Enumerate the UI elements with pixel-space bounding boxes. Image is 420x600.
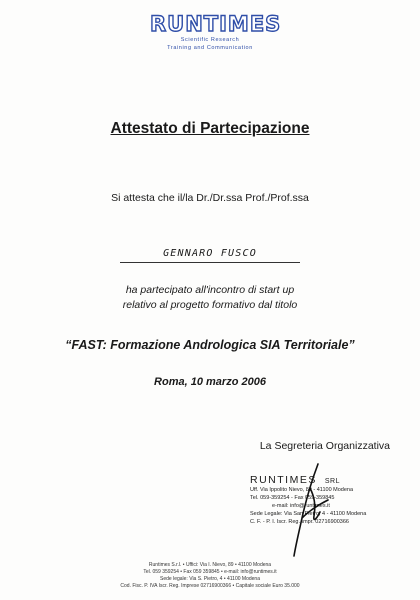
footer-line-3: Sede legale: Via S. Pietro, 4 • 41100 Modena — [160, 576, 260, 582]
stamp-line-1: Uff. Via Ippolito Nievo, 89 - 41100 Modena — [250, 487, 354, 493]
handwritten-signature — [280, 460, 340, 560]
footer-line-4: Cod. Fisc. P. IVA Iscr. Reg. Imprese 02716900366 • Capitale sociale Euro 35.000 — [120, 583, 300, 589]
description-line-2: relativo al progetto formativo dal titolo — [122, 299, 298, 311]
participant-name-field — [120, 248, 300, 259]
stamp-suffix: SRL — [324, 478, 340, 485]
certificate-title: Attestato di Partecipazione — [110, 120, 310, 137]
name-underline — [120, 262, 300, 263]
logo-tagline-2: Training and Communication — [167, 45, 253, 51]
secretariat-label: La Segreteria Organizzativa — [259, 440, 390, 452]
footer — [0, 562, 420, 590]
course-title: “FAST: Formazione Andrologica SIA Territoriale” — [65, 338, 355, 352]
logo-tagline-1: Scientific Research — [180, 37, 240, 43]
attest-line: Si attesta che il/la Dr./Dr.ssa Prof./Prof.ssa — [111, 192, 309, 204]
stamp-line-3: e-mail: info@runtimes.it — [272, 503, 330, 509]
company-logo — [150, 12, 282, 52]
stamp-line-2: Tel. 059-359254 - Fax 059-359845 — [250, 495, 335, 501]
stamp-name: RUNTIMES — [250, 474, 317, 486]
logo-wordmark: RUNTIMES — [150, 12, 282, 36]
stamp-line-5: C. F. - P. I. Iscr. Reg. Impr. 02716900366 — [250, 519, 349, 525]
stamp-line-4: Sede Legale: Via San Pietro, 4 - 41100 Modena — [250, 511, 367, 517]
footer-line-2: Tel. 059 359254 • Fax 059 359845 • e-mail: info@runtimes.it — [143, 569, 277, 575]
footer-line-1: Runtimes S.r.l. • Uffici: Via I. Nievo, 89 • 41100 Modena — [148, 562, 272, 568]
place-date: Roma, 10 marzo 2006 — [154, 376, 266, 388]
description-line-1: ha partecipato all'incontro di start up — [125, 284, 295, 296]
participant-name: GENNARO FUSCO — [163, 248, 257, 259]
